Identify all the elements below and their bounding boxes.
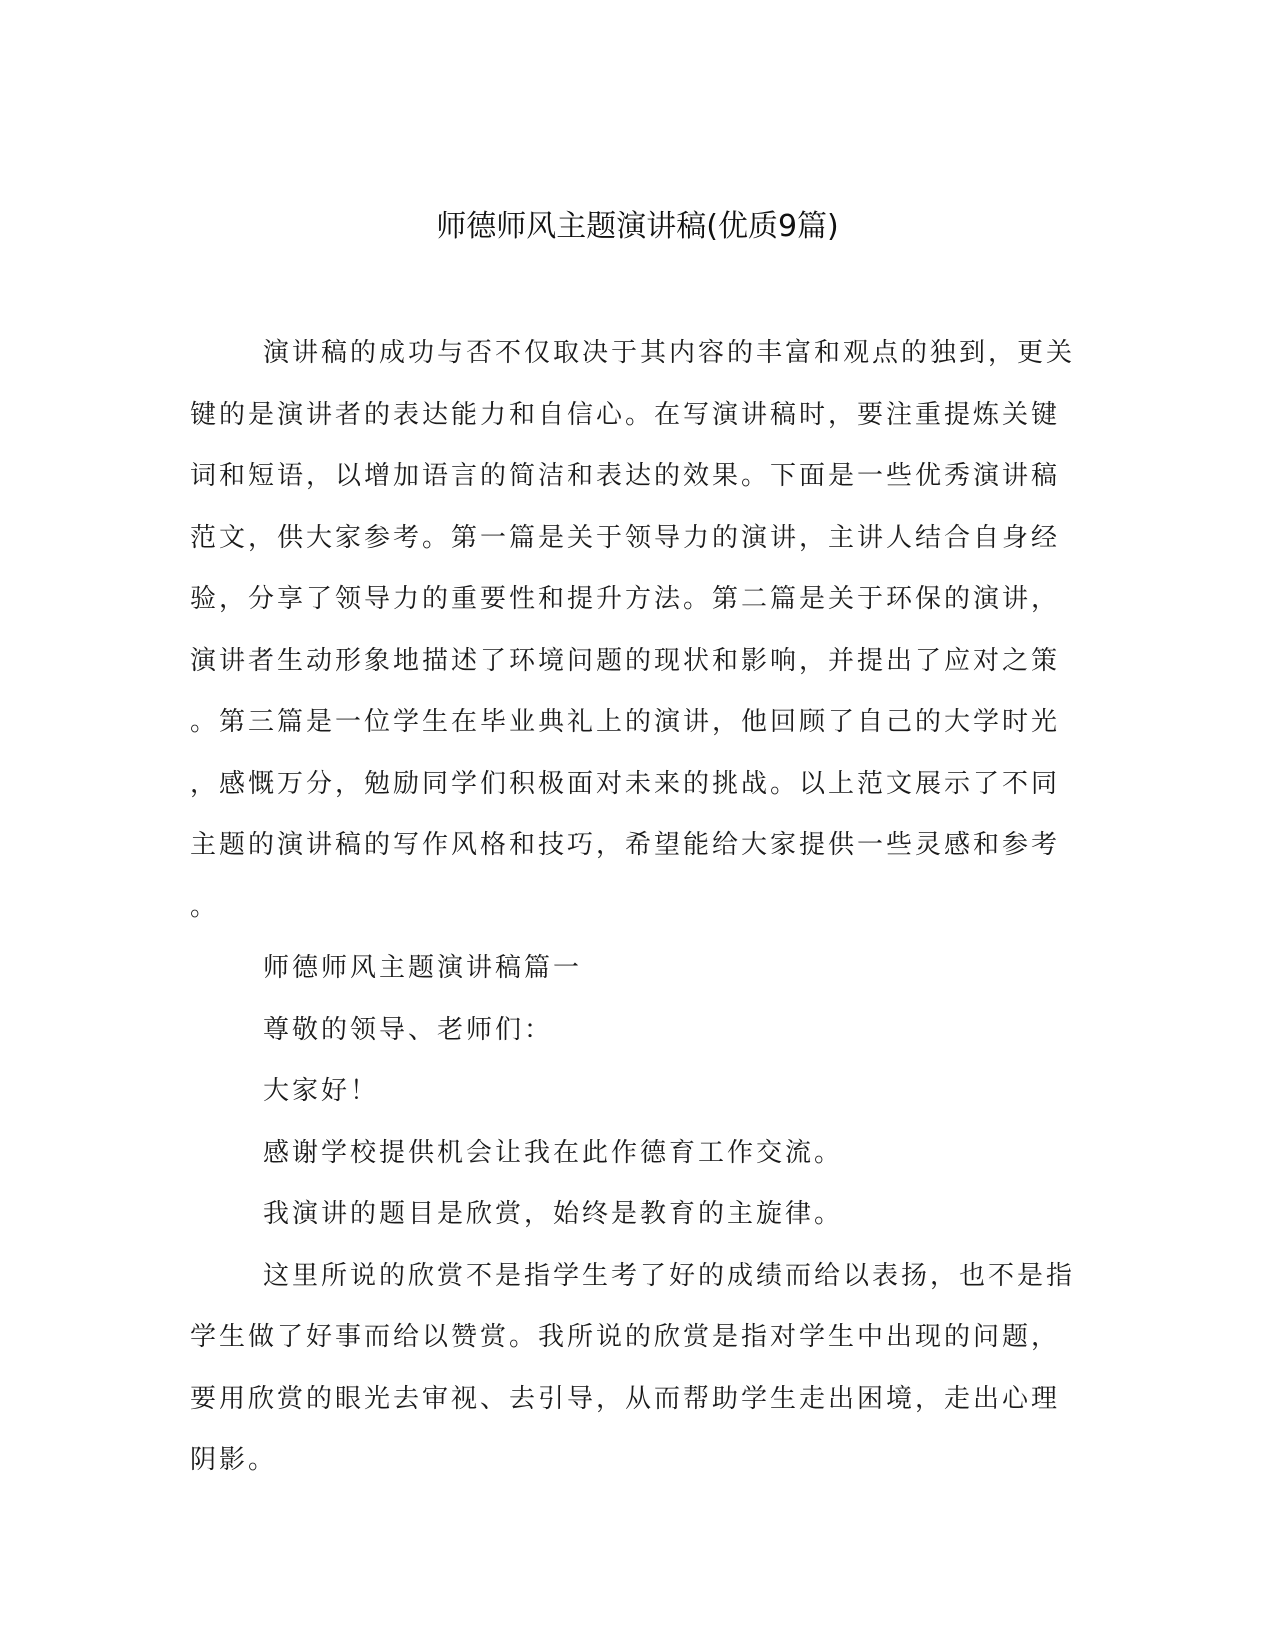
intro-line: ，感慨万分，勉励同学们积极面对未来的挑战。以上范文展示了不同 <box>190 768 1061 799</box>
topic-line: 我演讲的题目是欣赏，始终是教育的主旋律。 <box>263 1199 844 1229</box>
hello-line: 大家好！ <box>263 1076 380 1106</box>
intro-line: 。第三篇是一位学生在毕业典礼上的演讲，他回顾了自己的大学时光 <box>190 707 1061 737</box>
intro-line: 词和短语，以增加语言的简洁和表达的效果。下面是一些优秀演讲稿 <box>190 461 1061 491</box>
intro-line: 键的是演讲者的表达能力和自信心。在写演讲稿时，要注重提炼关键 <box>190 399 1061 430</box>
intro-line: 验，分享了领导力的重要性和提升方法。第二篇是关于环保的演讲， <box>190 584 1061 614</box>
paragraph-line: 阴影。 <box>190 1445 278 1475</box>
paragraph-line: 学生做了好事而给以赞赏。我所说的欣赏是指对学生中出现的问题， <box>190 1322 1061 1352</box>
section-heading: 师德师风主题演讲稿篇一 <box>263 953 583 983</box>
intro-line: 主题的演讲稿的写作风格和技巧，希望能给大家提供一些灵感和参考 <box>190 830 1061 860</box>
document-body <box>190 323 1076 1492</box>
paragraph-line: 这里所说的欣赏不是指学生考了好的成绩而给以表扬，也不是指 <box>263 1260 1076 1291</box>
intro-line: 演讲者生动形象地描述了环境问题的现状和影响，并提出了应对之策 <box>190 645 1061 676</box>
paragraph-line: 要用欣赏的眼光去审视、去引导，从而帮助学生走出困境，走出心理 <box>190 1383 1061 1414</box>
intro-line: 。 <box>190 891 220 922</box>
greeting: 尊敬的领导、老师们： <box>263 1014 554 1045</box>
thanks-line: 感谢学校提供机会让我在此作德育工作交流。 <box>263 1137 844 1168</box>
intro-line: 范文，供大家参考。第一篇是关于领导力的演讲，主讲人结合自身经 <box>190 522 1061 553</box>
document-title: 师德师风主题演讲稿(优质9篇) <box>436 209 839 244</box>
intro-line: 演讲稿的成功与否不仅取决于其内容的丰富和观点的独到，更关 <box>263 338 1076 368</box>
